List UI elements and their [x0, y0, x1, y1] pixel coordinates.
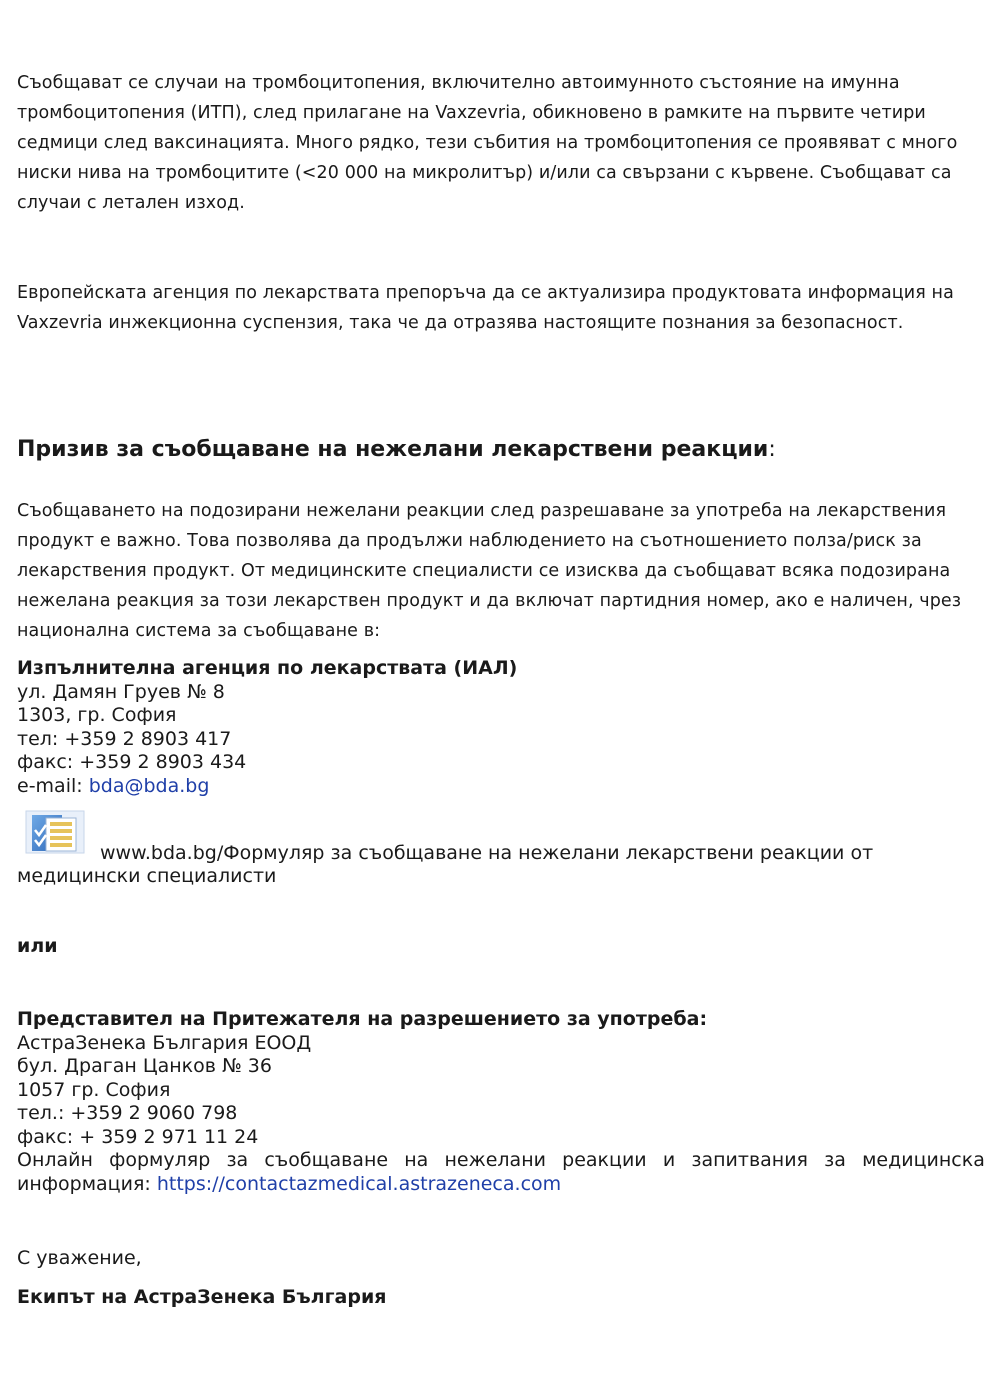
online-form-line [17, 1149, 985, 1173]
section-heading [17, 434, 776, 466]
paragraph-thrombocytopenia: Съобщават се случаи на тромбоцитопения, включително автоимунното състояние на имунна тромбоцитопения (ИТП), след прилагане на Vaxzevria, обикновено в рамките на първите четири седмици след ваксинацията. Много рядко, тези събития на тромбоцитопения се проявяват с много ниски нива на тромбоцитите (<20 000 на микролитър) и/или са свързани с кървене. Съобщават са случаи с летален изход. [17, 73, 958, 213]
agency-email-line [17, 775, 985, 799]
bda-form-link-line1[interactable] [100, 842, 985, 866]
contact-url-link[interactable]: https://contactazmedical.astrazeneca.com [156, 1172, 562, 1195]
agency-street: ул. Дамян Груев № 8 [17, 680, 225, 703]
or-separator: или [17, 935, 58, 957]
agency-fax: факс: +359 2 8903 434 [17, 751, 247, 773]
agency-city: 1303, гр. София [17, 704, 177, 726]
agency-name: Изпълнителна агенция по лекарствата (ИАЛ) [17, 657, 518, 679]
agency-email-link[interactable]: bda@bda.bg [88, 774, 210, 797]
paragraph-reporting-call: Съобщаването на подозирани нежелани реакции след разрешаване за употреба на лекарствения продукт е важно. Това позволява да продължи наблюдението на съотношението полза/риск за лекарствения продукт. От медицинските специалисти се изисква да съобщават всяка подозирана нежелана реакция за този лекарствен продукт и да включат партидния номер, ако е наличен, чрез национална система за съобщаване в: [17, 501, 962, 641]
online-word: за [226, 1149, 249, 1171]
representative-phone: тел.: +359 2 9060 798 [17, 1102, 238, 1124]
representative-title: Представител на Притежателя на разрешението за употреба: [17, 1008, 708, 1030]
online-word: и [662, 1149, 676, 1171]
online-word: нежелани [444, 1149, 546, 1171]
representative-company: АстраЗенека България ЕООД [17, 1031, 312, 1054]
online-word: формуляр [109, 1149, 211, 1171]
closing-signature: Екипът на АстраЗенека България [17, 1286, 387, 1308]
representative-contact-block [17, 1008, 985, 1196]
representative-city: 1057 гр. София [17, 1078, 171, 1101]
paragraph-ema-recommendation: Европейската агенция по лекарствата препоръча да се актуализира продуктовата информация на Vaxzevria инжекционна суспензия, така че да отразява настоящите познания за безопасност. [17, 283, 954, 333]
form-checklist-icon[interactable] [24, 809, 86, 855]
agency-phone: тел: +359 2 8903 417 [17, 727, 232, 750]
agency-contact-block [17, 657, 985, 798]
bda-form-link-text-cont[interactable]: медицински специалисти [17, 865, 277, 887]
closing-greeting: С уважение, [17, 1247, 142, 1269]
heading-colon: : [768, 437, 776, 462]
online-word: за [824, 1149, 846, 1171]
online-word: съобщаване [264, 1149, 389, 1171]
representative-fax: факс: + 359 2 971 11 24 [17, 1125, 259, 1148]
heading-text: Призив за съобщаване на нежелани лекарствени реакции [17, 437, 769, 462]
online-word: на [404, 1149, 429, 1171]
agency-email-label: e-mail: [17, 774, 89, 797]
online-word: Онлайн [17, 1149, 93, 1171]
bda-form-link-text[interactable]: www.bda.bg/Формуляр за съобщаване на нежелани лекарствени реакции от [100, 842, 874, 864]
online-word: запитвания [691, 1149, 808, 1171]
info-url-line [17, 1173, 985, 1197]
representative-street: бул. Драган Цанков № 36 [17, 1055, 272, 1077]
info-label: информация: [17, 1172, 157, 1195]
bda-form-link-line2[interactable] [17, 865, 985, 889]
online-word: медицинска [862, 1149, 985, 1171]
online-word: реакции [562, 1149, 647, 1171]
